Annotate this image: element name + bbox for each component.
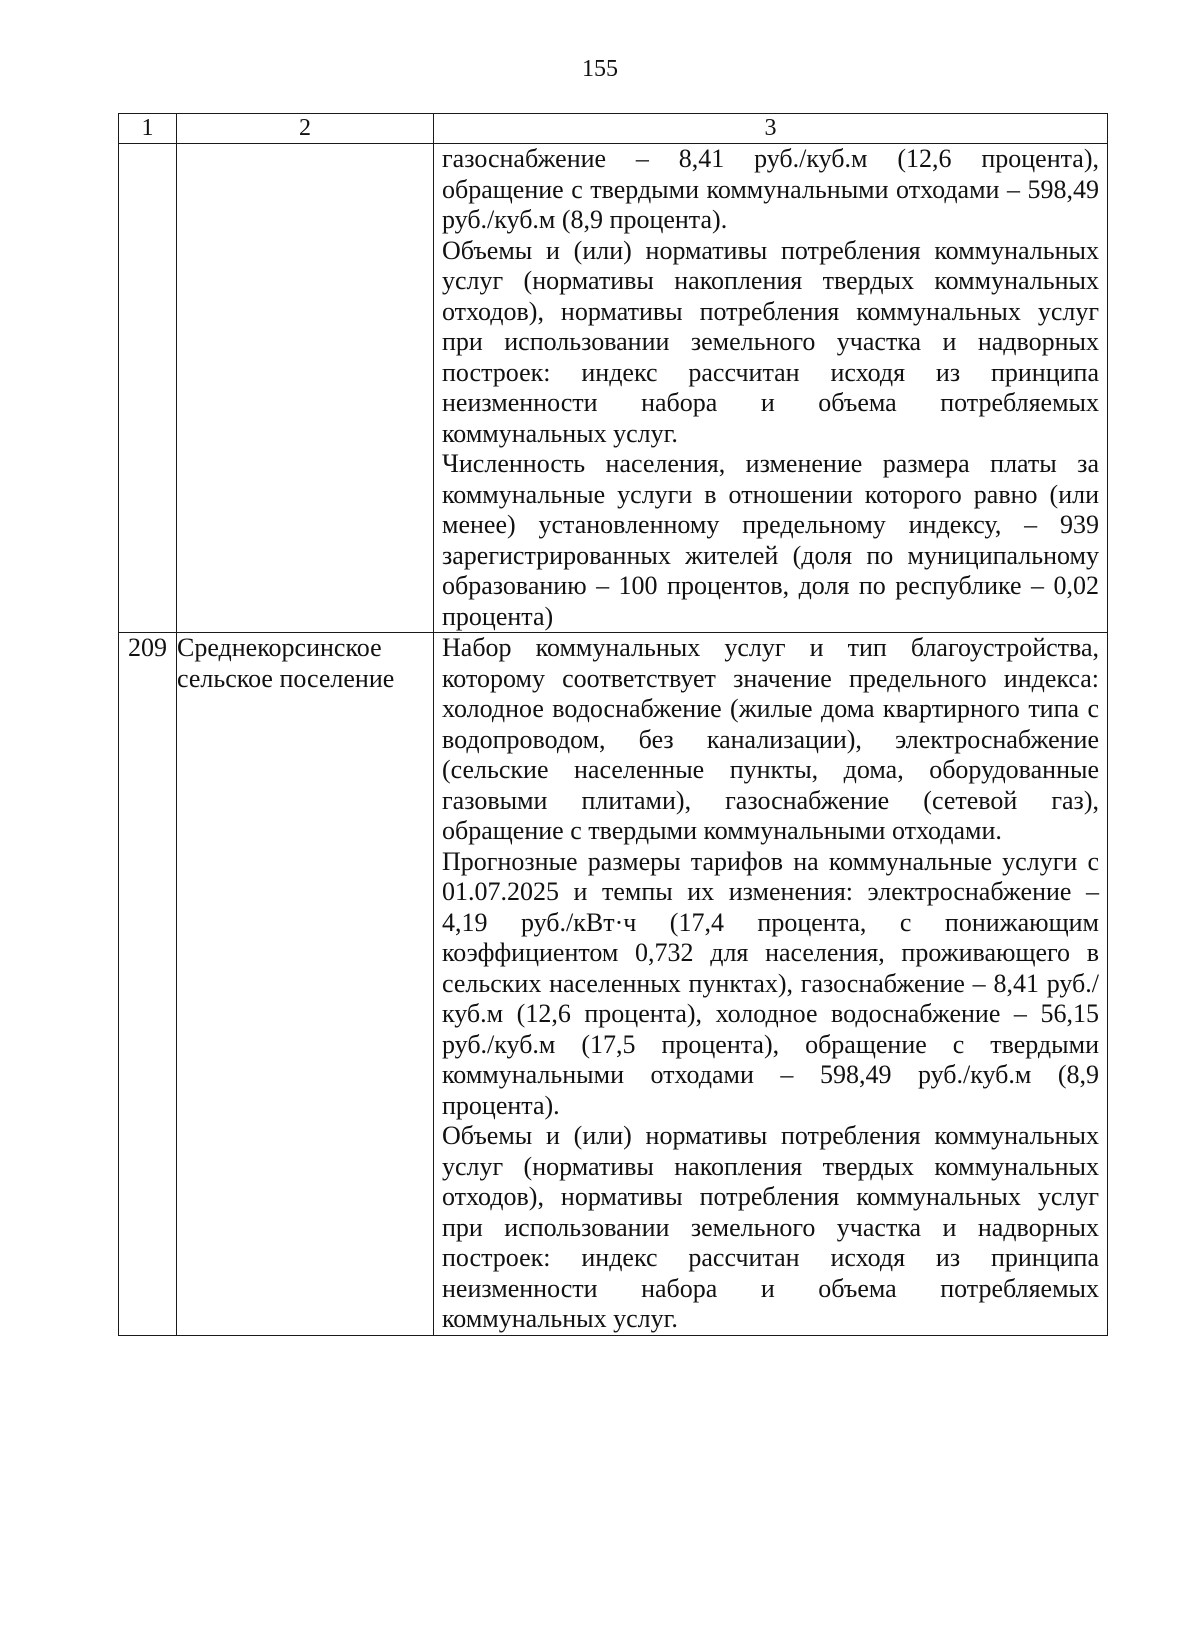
row-number: 209 bbox=[119, 633, 177, 1336]
settlement-name: Среднекорсинское сельское поселение bbox=[177, 633, 434, 1336]
description-paragraph: Объемы и (или) нормативы потребления коммунальных услуг (нормативы накопления твердых коммунальных отходов), нормативы потребления коммунальных услуг при использовании земельного участка и надворных построек: индекс рассчитан исходя из принципа неизменности набора и объема потребляемых коммунальных услуг. bbox=[442, 235, 1099, 448]
header-col-1: 1 bbox=[119, 114, 177, 144]
settlement-name bbox=[177, 144, 434, 633]
tariff-table bbox=[118, 113, 1108, 1336]
header-col-3: 3 bbox=[434, 114, 1108, 144]
header-col-2: 2 bbox=[177, 114, 434, 144]
page-number: 155 bbox=[582, 56, 618, 82]
description-paragraph: Набор коммунальных услуг и тип благоустройства, которому соответствует значение предельного индекса: холодное водоснабжение (жилые дома квартирного типа с водопроводом, без канализации), электроснабжение (сельские населенные пункты, дома, оборудованные газовыми плитами), газоснабжение (сетевой газ), обращение с твердыми коммунальными отходами. bbox=[442, 633, 1099, 845]
description-paragraph: газоснабжение – 8,41 руб./куб.м (12,6 процента), обращение с твердыми коммунальными отходами – 598,49 руб./куб.м (8,9 процента). bbox=[442, 144, 1099, 234]
row-description bbox=[434, 144, 1108, 633]
table-row bbox=[119, 633, 1108, 1336]
row-description bbox=[434, 633, 1108, 1336]
description-paragraph: Объемы и (или) нормативы потребления коммунальных услуг (нормативы накопления твердых коммунальных отходов), нормативы потребления коммунальных услуг при использовании земельного участка и надворных построек: индекс рассчитан исходя из принципа неизменности набора и объема потребляемых коммунальных услуг. bbox=[442, 1121, 1099, 1333]
table-row bbox=[119, 144, 1108, 633]
row-number bbox=[119, 144, 177, 633]
table-header-row bbox=[119, 114, 1108, 144]
description-paragraph: Численность населения, изменение размера платы за коммунальные услуги в отношении которого равно (или менее) установленному предельному индексу, – 939 зарегистрированных жителей (доля по муниципальному образованию – 100 процентов, доля по республике – 0,02 процента) bbox=[442, 449, 1099, 631]
description-paragraph: Прогнозные размеры тарифов на коммунальные услуги с 01.07.2025 и темпы их изменения: электроснабжение – 4,19 руб./кВт·ч (17,4 процента, с понижающим коэффициентом 0,732 для населения, проживающего в сельских населенных пунктах), газоснабжение – 8,41 руб./куб.м (12,6 процента), холодное водоснабжение – 56,15 руб./куб.м (17,5 процента), обращение с твердыми коммунальными отходами – 598,49 руб./куб.м (8,9 процента). bbox=[442, 846, 1099, 1120]
